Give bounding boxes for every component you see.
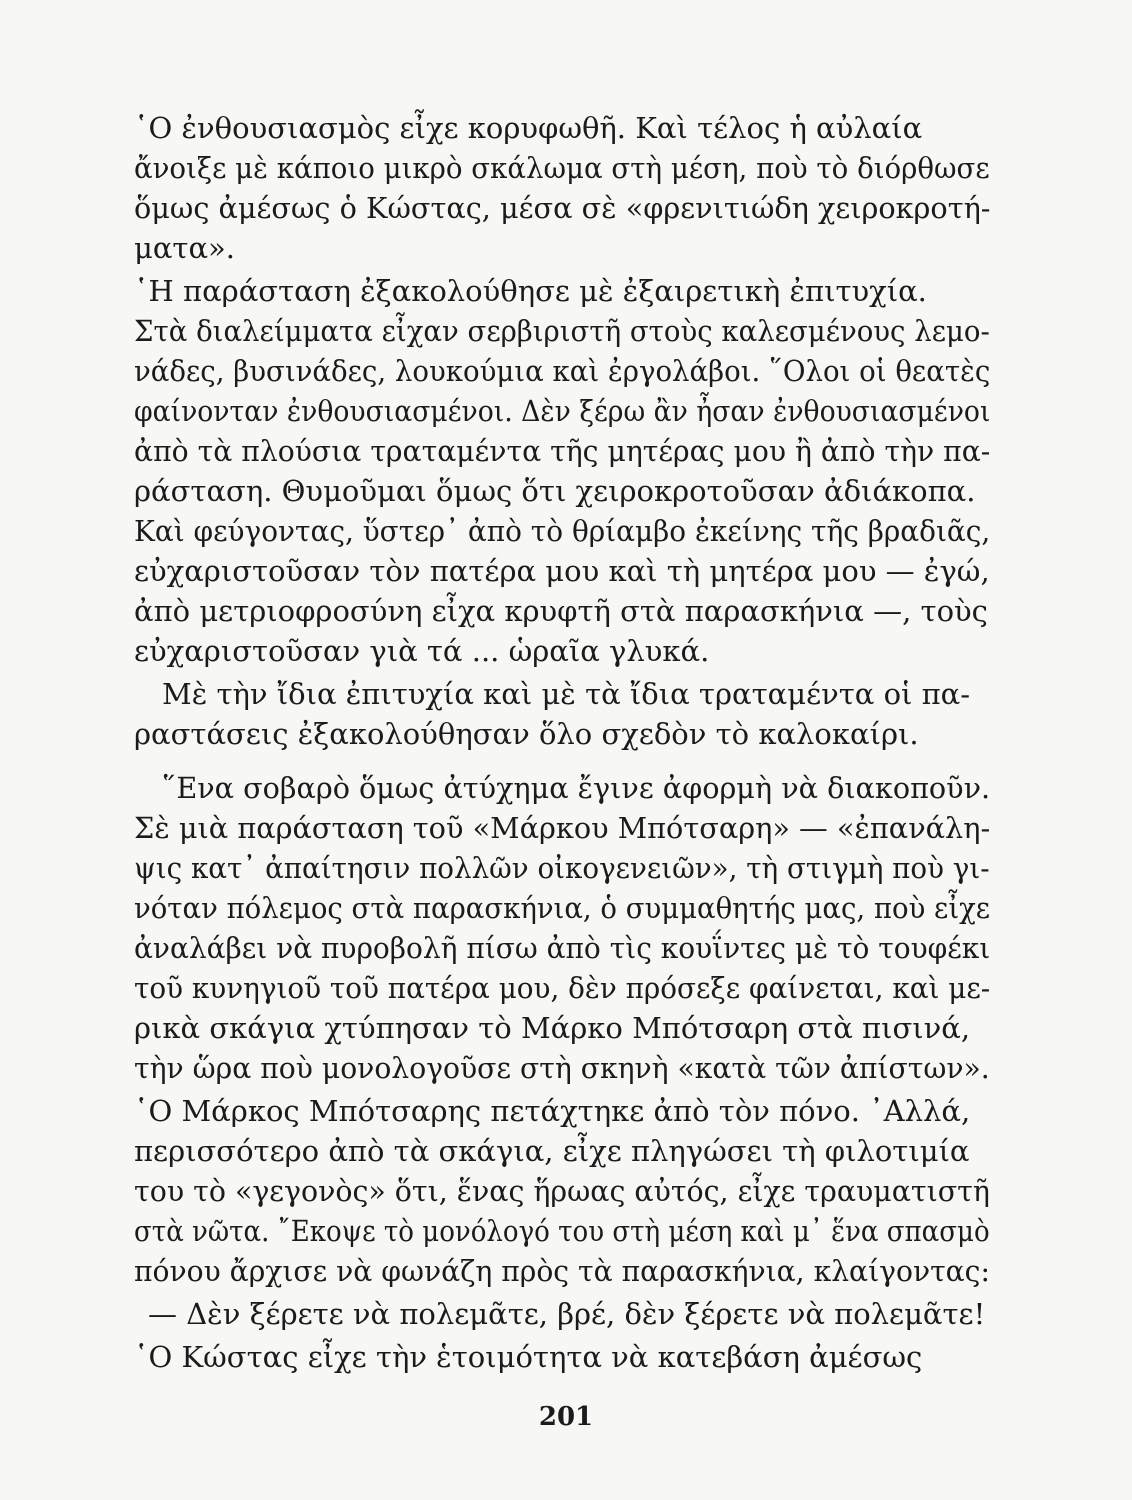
text-line: φαίνονταν ἐνθουσιασμένοι. Δὲν ξέρω ἂν ἦσαν ἐνθουσιασμένοι — [134, 394, 991, 428]
text-line: ῾Η παράσταση ἐξακολούθησε μὲ ἐξαιρετικὴ ἐπιτυχία. — [134, 274, 927, 308]
text-line: ρικὰ σκάγια χτύπησαν τὸ Μάρκο Μπότσαρη στὰ πισινά, — [134, 1011, 971, 1045]
text-line: ἀπὸ τὰ πλούσια τραταμέντα τῆς μητέρας μου ἢ ἀπὸ τὴν πα- — [134, 434, 991, 468]
text-line: του τὸ «γεγονὸς» ὅτι, ἕνας ἥρωας αὐτός, εἶχε τραυματιστῆ — [134, 1174, 990, 1208]
text-line: Σὲ μιὰ παράσταση τοῦ «Μάρκου Μπότσαρη» — «ἐπανάλη- — [134, 811, 991, 845]
text-line: εὐχαριστοῦσαν τὸν πατέρα μου καὶ τὴ μητέρα μου — ἐγώ, — [134, 554, 990, 588]
text-line: ῾Ο Κώστας εἶχε τὴν ἑτοιμότητα νὰ κατεβάση ἀμέσως — [134, 1340, 923, 1374]
text-line: ραστάσεις ἐξακολούθησαν ὅλο σχεδὸν τὸ καλοκαίρι. — [134, 717, 919, 751]
text-line: Καὶ φεύγοντας, ὕστερ᾽ ἀπὸ τὸ θρίαμβο ἐκείνης τῆς βραδιᾶς, — [134, 514, 991, 548]
text-line: πόνου ἄρχισε νὰ φωνάζη πρὸς τὰ παρασκήνια, κλαίγοντας: — [134, 1254, 990, 1288]
text-line: ματα». — [134, 231, 236, 265]
text-line: — Δὲν ξέρετε νὰ πολεμᾶτε, βρέ, δὲν ξέρετε νὰ πολεμᾶτε! — [148, 1297, 986, 1331]
text-line: στὰ νῶτα. ῎Εκοψε τὸ μονόλογό του στὴ μέση καὶ μ᾽ ἕνα σπασμὸ — [134, 1214, 990, 1248]
text-line: Μὲ τὴν ἴδια ἐπιτυχία καὶ μὲ τὰ ἴδια τραταμέντα οἱ πα- — [162, 677, 971, 711]
text-line: εὐχαριστοῦσαν γιὰ τά ... ὡραῖα γλυκά. — [134, 634, 710, 668]
text-line: ἀναλάβει νὰ πυροβολῆ πίσω ἀπὸ τὶς κουΐντες μὲ τὸ τουφέκι — [134, 931, 991, 965]
text-line: τοῦ κυνηγιοῦ τοῦ πατέρα μου, δὲν πρόσεξε φαίνεται, καὶ με- — [134, 971, 991, 1005]
text-line: ἄνοιξε μὲ κάποιο μικρὸ σκάλωμα στὴ μέση, ποὺ τὸ διόρθωσε — [134, 151, 990, 185]
text-line: ράσταση. Θυμοῦμαι ὅμως ὅτι χειροκροτοῦσαν ἀδιάκοπα. — [134, 474, 976, 508]
text-line: ῾Ο Μάρκος Μπότσαρης πετάχτηκε ἀπὸ τὸν πόνο. ᾿Αλλά, — [134, 1094, 971, 1128]
text-line: ὅμως ἀμέσως ὁ Κώστας, μέσα σὲ «φρενιτιώδη χειροκροτή- — [134, 191, 991, 225]
text-line: Στὰ διαλείμματα εἶχαν σερβιριστῆ στοὺς καλεσμένους λεμο- — [134, 314, 990, 348]
text-line: περισσότερο ἀπὸ τὰ σκάγια, εἶχε πληγώσει τὴ φιλοτιμία — [134, 1134, 970, 1168]
text-line: ψις κατ᾽ ἀπαίτησιν πολλῶν οἰκογενειῶν», τὴ στιγμὴ ποὺ γι- — [134, 851, 990, 885]
text-line: ἀπὸ μετριοφροσύνη εἶχα κρυφτῆ στὰ παρασκήνια —, τοὺς — [134, 594, 988, 628]
text-line: τὴν ὥρα ποὺ μονολογοῦσε στὴ σκηνὴ «κατὰ τῶν ἀπίστων». — [134, 1051, 990, 1085]
text-line: νόταν πόλεμος στὰ παρασκήνια, ὁ συμμαθητής μας, ποὺ εἶχε — [134, 891, 991, 925]
text-line: ῞Ενα σοβαρὸ ὅμως ἀτύχημα ἔγινε ἀφορμὴ νὰ διακοποῦν. — [162, 771, 991, 805]
text-line: νάδες, βυσινάδες, λουκούμια καὶ ἐργολάβοι. ῞Ολοι οἱ θεατὲς — [134, 354, 991, 388]
text-line: ῾Ο ἐνθουσιασμὸς εἶχε κορυφωθῆ. Καὶ τέλος ἡ αὐλαία — [134, 111, 923, 145]
page-number: 201 — [538, 1402, 594, 1432]
